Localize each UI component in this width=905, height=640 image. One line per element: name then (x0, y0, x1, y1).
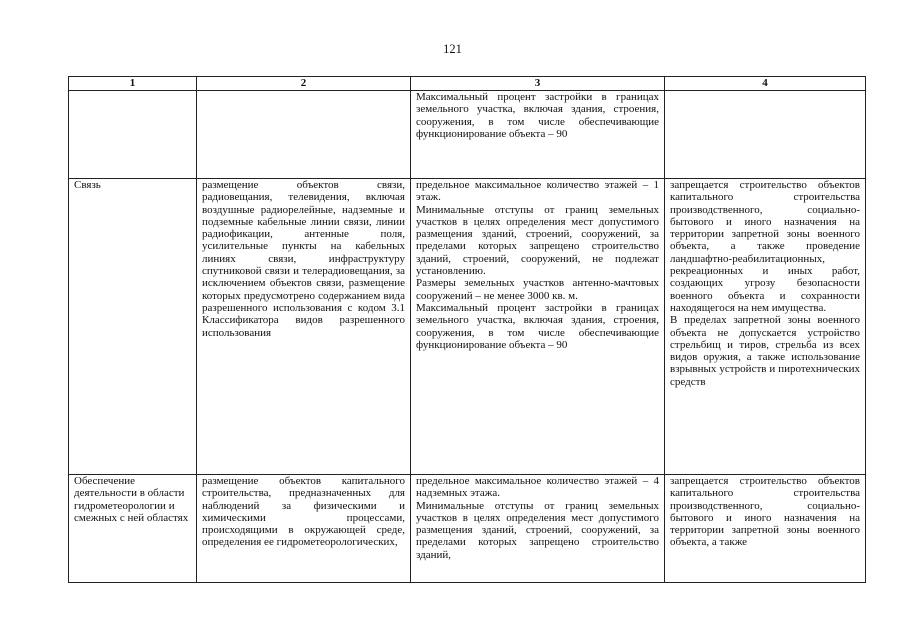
column-header-1: 1 (69, 77, 197, 91)
table-cell: размещение объектов капитального строительства, предназначенных для наблюдений за физическими и химическими процессами, происходящими в окружающей среде, определения ее гидрометеорологических, (197, 475, 411, 583)
cell-paragraph: В пределах запретной зоны военного объекта не допускается устройство стрельбищ и тиров, стрельба из всех видов оружия, а также использование взрывных устройств и пиротехнических средств (670, 314, 860, 388)
cell-paragraph: Размеры земельных участков антенно-мачтовых сооружений – не менее 3000 кв. м. (416, 277, 659, 302)
column-header-2: 2 (197, 77, 411, 91)
cell-paragraph: Максимальный процент застройки в границах земельного участка, включая здания, строения, сооружения, в том числе обеспечивающие функционирование объекта – 90 (416, 301, 659, 351)
cell-paragraph: предельное максимальное количество этажей – 1 этаж. (416, 179, 659, 204)
table-cell (411, 475, 665, 583)
table-row (69, 475, 866, 583)
table-header-row (69, 77, 866, 91)
table-cell: Обеспечение деятельности в области гидрометеорологии и смежных с ней областях (69, 475, 197, 583)
page-number: 121 (443, 42, 462, 56)
cell-paragraph: запрещается строительство объектов капитального строительства производственного, социально-бытового и иного назначения на территории запретной зоны военного объекта, а также проведение ландшафтно-реабилитационных, рекреационных и иных работ, создающих угрозу безопасности военного объекта и сохранности находящегося на нем имущества. (670, 179, 860, 314)
table-cell: запрещается строительство объектов капитального строительства производственного, социально-бытового и иного назначения на территории запретной зоны военного объекта, а также (665, 475, 866, 583)
cell-paragraph: Минимальные отступы от границ земельных участков в целях определения мест допустимого размещения зданий, строений, сооружений, за пределами которых запрещено строительство зданий, строений, сооружений, не подлежат установлению. (416, 203, 659, 278)
table-row (69, 91, 866, 179)
cell-paragraph: Максимальный процент застройки в границах земельного участка, включая здания, строения, сооружения, в том числе обеспечивающие функционирование объекта – 90 (416, 91, 659, 140)
table-row (69, 179, 866, 475)
regulations-table (68, 76, 866, 583)
column-header-4: 4 (665, 77, 866, 91)
table-cell: Связь (69, 179, 197, 475)
table-cell (665, 91, 866, 179)
cell-paragraph: Минимальные отступы от границ земельных участков в целях определения мест допустимого размещения зданий, строений, сооружений, за пределами которых запрещено строительство зданий, (416, 499, 659, 561)
cell-paragraph: предельное максимальное количество этажей – 4 надземных этажа. (416, 475, 659, 500)
table-cell (411, 179, 665, 475)
table-cell (665, 179, 866, 475)
table-cell (197, 91, 411, 179)
column-header-3: 3 (411, 77, 665, 91)
table-cell: размещение объектов связи, радиовещания, телевидения, включая воздушные радиорелейные, надземные и подземные кабельные линии связи, линии радиофикации, антенные поля, усилительные пункты на кабельных линиях связи, инфраструктуру спутниковой связи и телерадиовещания, за исключением объектов связи, размещение которых предусмотрено содержанием вида разрешенного использования с кодом 3.1 Классификатора видов разрешенного использования (197, 179, 411, 475)
table-cell (69, 91, 197, 179)
table-cell (411, 91, 665, 179)
